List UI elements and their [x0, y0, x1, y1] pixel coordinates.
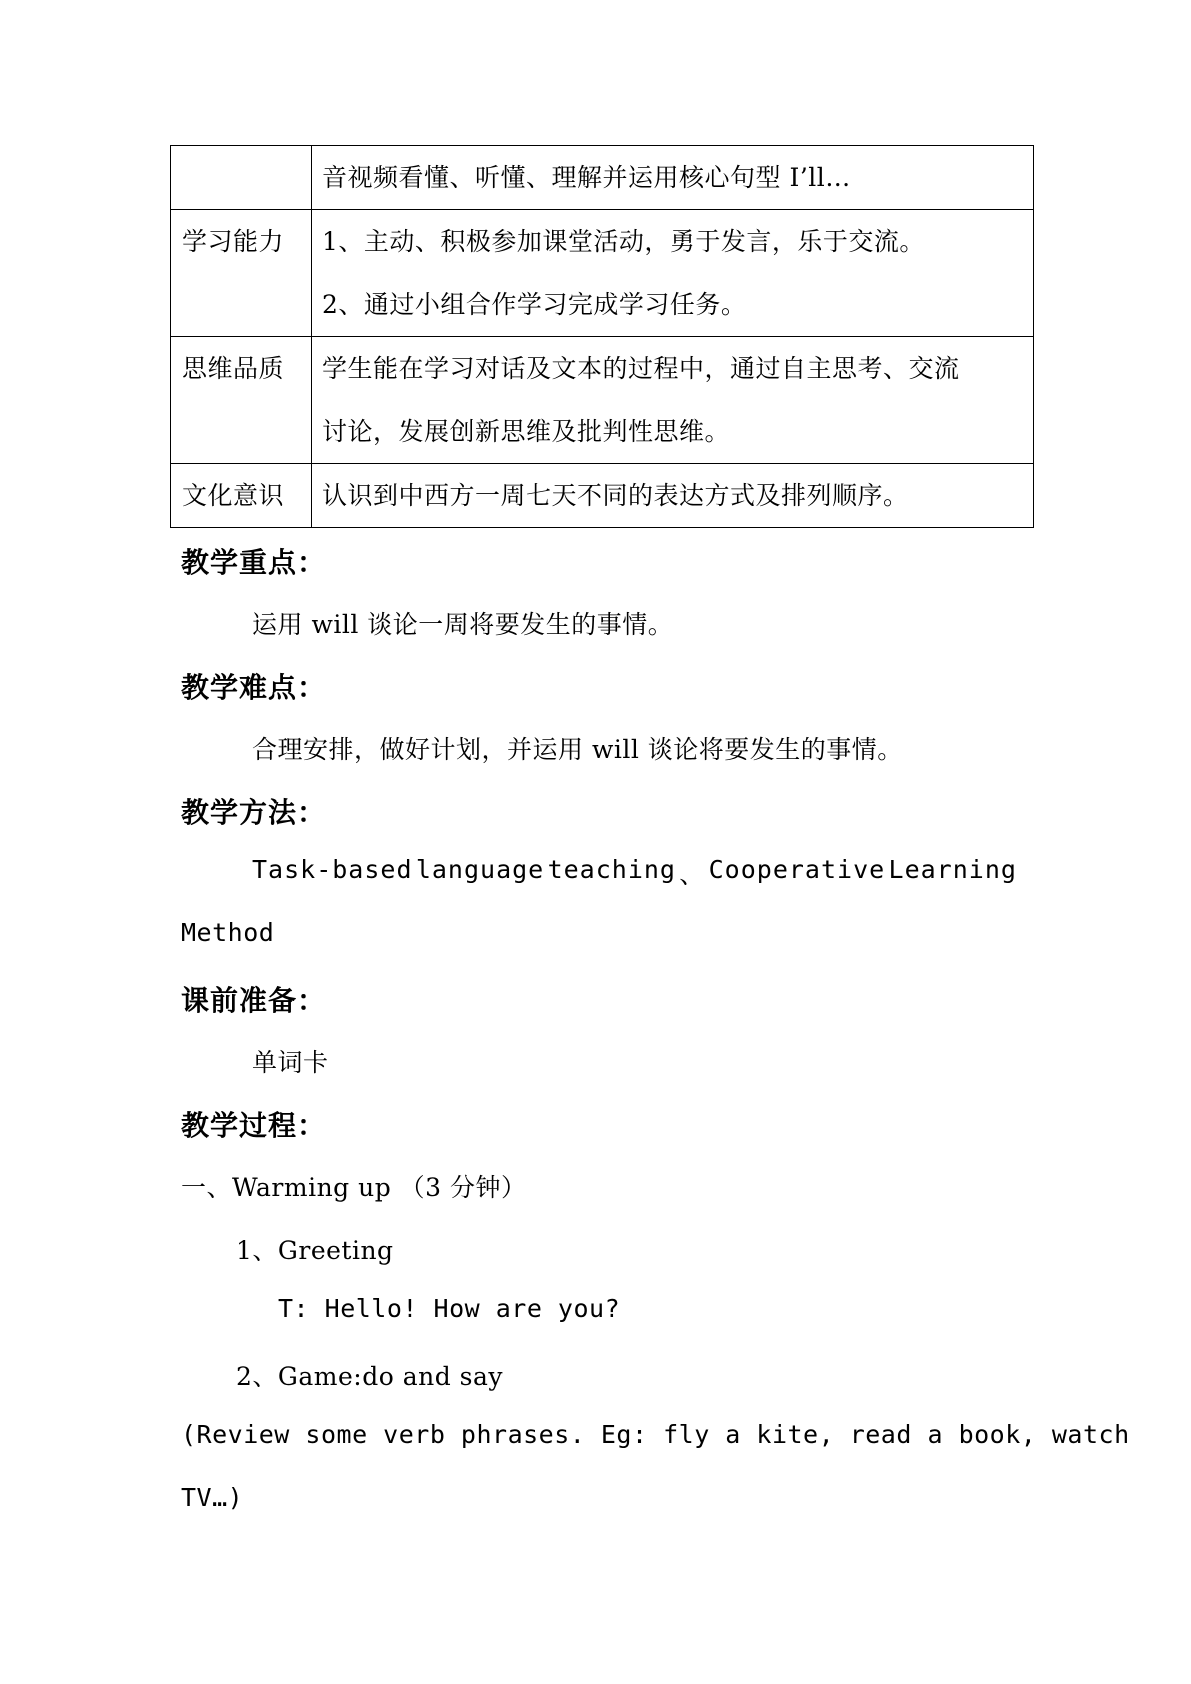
- method-word: teaching: [547, 855, 676, 884]
- difficult-points-text: 合理安排，做好计划，并运用 will 谈论将要发生的事情。: [252, 735, 903, 764]
- row-label: [171, 146, 312, 210]
- row-text: 学生能在学习对话及文本的过程中，通过自主思考、交流: [322, 354, 960, 383]
- method-word: language: [415, 855, 545, 884]
- preparation-heading: 课前准备：: [181, 984, 327, 1017]
- row-label: 学习能力: [171, 210, 312, 337]
- objectives-table: [170, 145, 1034, 528]
- row-content: [312, 146, 1034, 210]
- review-note-line-1: (Review some verb phrases. Eg: fly a kite, read a book, watch: [181, 1420, 1130, 1449]
- greeting-dialogue: T: Hello! How are you?: [278, 1294, 621, 1323]
- table-row: [171, 337, 1034, 464]
- difficult-points-heading: 教学难点：: [181, 671, 327, 704]
- row-text: 2、通过小组合作学习完成学习任务。: [322, 290, 747, 319]
- row-content: [312, 210, 1034, 337]
- row-label: 思维品质: [171, 337, 312, 464]
- preparation-text: 单词卡: [252, 1048, 329, 1077]
- row-text: 认识到中西方一周七天不同的表达方式及排列顺序。: [322, 481, 909, 510]
- row-content: [312, 337, 1034, 464]
- method-word: Cooperative: [708, 855, 886, 884]
- row-label: 文化意识: [171, 464, 312, 528]
- methods-line: [252, 855, 1017, 891]
- method-word: Task-based: [252, 855, 413, 884]
- review-note-line-2: TV…): [181, 1483, 244, 1512]
- process-section-title: 一、Warming up （3 分钟）: [181, 1173, 527, 1202]
- table-row: [171, 464, 1034, 528]
- process-item-greeting: 1、Greeting: [236, 1236, 394, 1265]
- method-word: 、: [679, 860, 706, 889]
- row-text: 讨论，发展创新思维及批判性思维。: [322, 417, 731, 446]
- row-text: 音视频看懂、听懂、理解并运用核心句型 I’ll…: [322, 163, 851, 192]
- table-row: [171, 210, 1034, 337]
- key-points-heading: 教学重点：: [181, 546, 327, 579]
- process-item-game: 2、Game:do and say: [236, 1362, 504, 1391]
- methods-line-2: Method: [181, 918, 275, 947]
- process-heading: 教学过程：: [181, 1109, 327, 1142]
- method-word: Learning: [888, 855, 1017, 884]
- row-text: 1、主动、积极参加课堂活动，勇于发言，乐于交流。: [322, 227, 925, 256]
- row-content: [312, 464, 1034, 528]
- key-points-text: 运用 will 谈论一周将要发生的事情。: [252, 610, 674, 639]
- table-row: [171, 146, 1034, 210]
- methods-heading: 教学方法：: [181, 796, 327, 829]
